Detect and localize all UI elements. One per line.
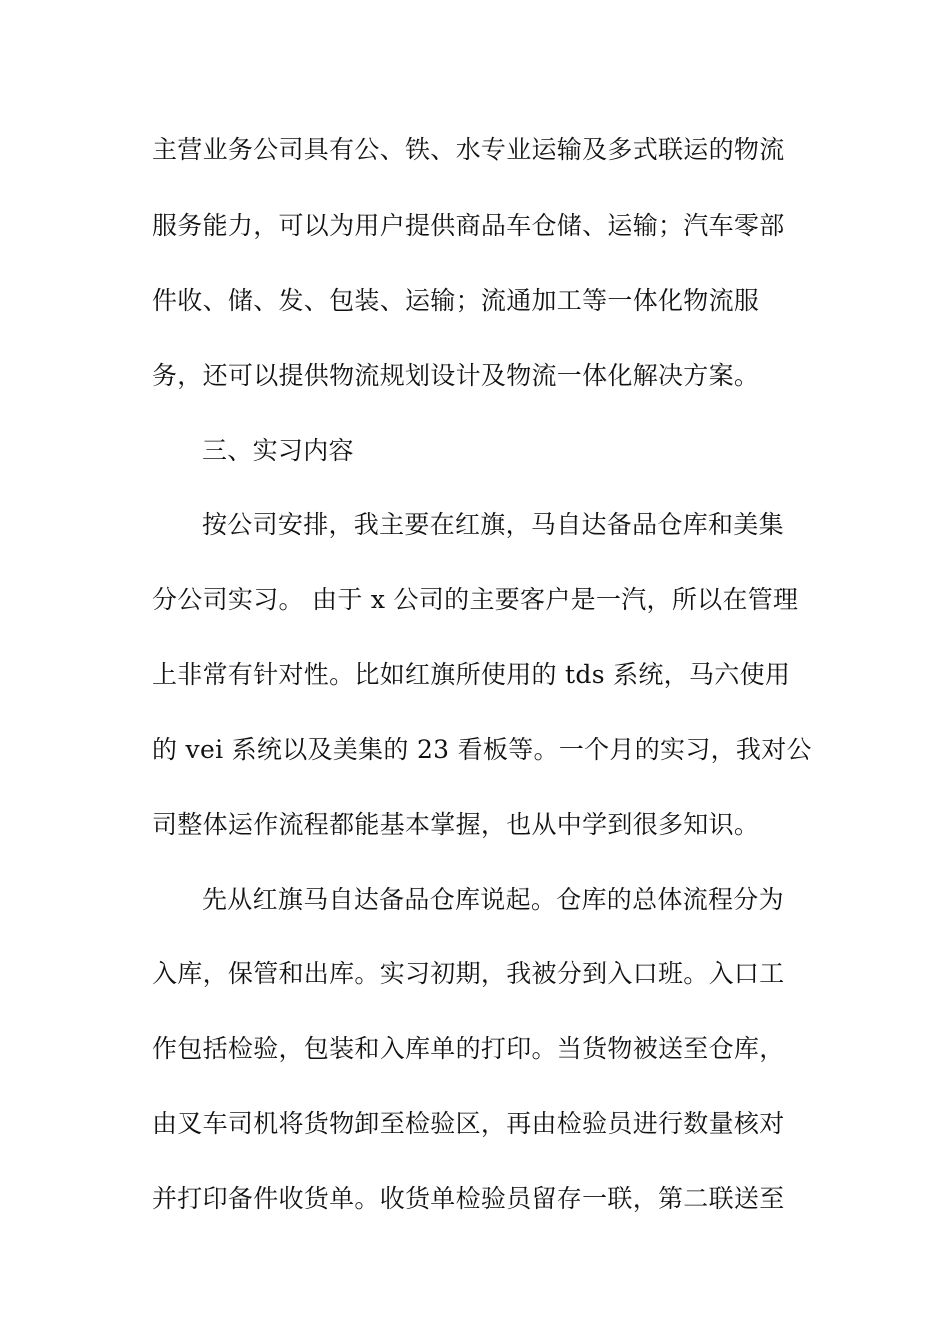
body-text-line: 并打印备件收货单。收货单检验员留存一联，第二联送至 bbox=[152, 1184, 785, 1213]
body-text-line: 司整体运作流程都能基本掌握，也从中学到很多知识。 bbox=[152, 810, 760, 839]
body-text-line: 服务能力，可以为用户提供商品车仓储、运输；汽车零部 bbox=[152, 211, 785, 240]
body-text-line: 作包括检验，包装和入库单的打印。当货物被送至仓库， bbox=[152, 1034, 785, 1063]
body-text-line: 件收、储、发、包装、运输；流通加工等一体化物流服 bbox=[152, 286, 760, 315]
body-text-line: 由叉车司机将货物卸至检验区，再由检验员进行数量核对 bbox=[152, 1109, 785, 1138]
body-text-line: 务，还可以提供物流规划设计及物流一体化解决方案。 bbox=[152, 361, 760, 390]
body-text-line: 按公司安排，我主要在红旗，马自达备品仓库和美集 bbox=[202, 510, 784, 539]
body-text-line: 入库，保管和出库。实习初期，我被分到入口班。入口工 bbox=[152, 959, 785, 988]
body-text-line: 的 vei 系统以及美集的 23 看板等。一个月的实习，我对公 bbox=[152, 735, 812, 764]
body-text-line: 上非常有针对性。比如红旗所使用的 tds 系统，马六使用 bbox=[152, 660, 791, 689]
section-heading: 三、实习内容 bbox=[202, 436, 354, 465]
body-text-line: 先从红旗马自达备品仓库说起。仓库的总体流程分为 bbox=[202, 885, 784, 914]
body-text-line: 主营业务公司具有公、铁、水专业运输及多式联运的物流 bbox=[152, 135, 785, 164]
body-text-line: 分公司实习。 由于 x 公司的主要客户是一汽，所以在管理 bbox=[152, 585, 799, 614]
